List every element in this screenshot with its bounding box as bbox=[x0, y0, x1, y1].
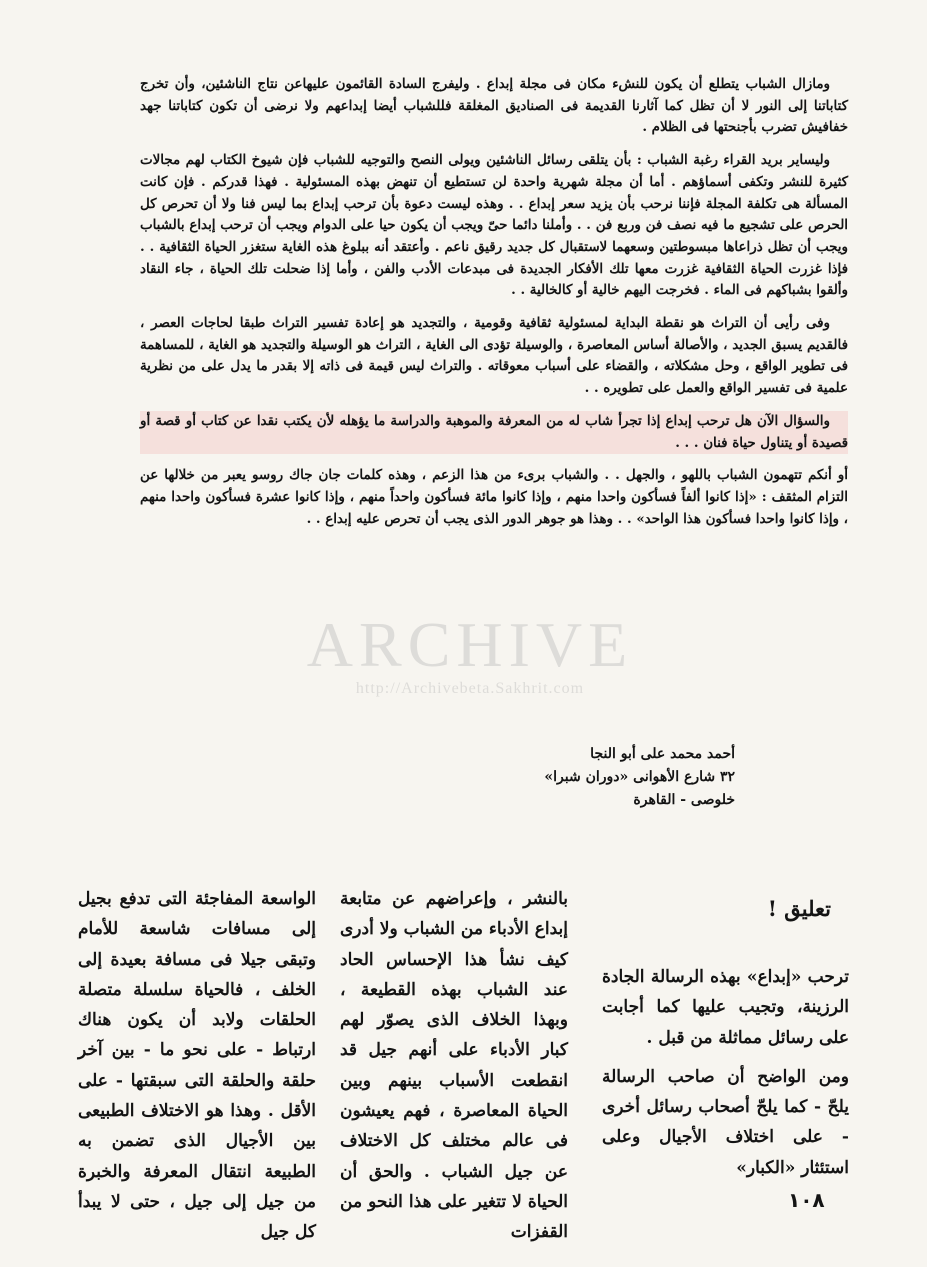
page-number: ١٠٨ bbox=[788, 1188, 825, 1212]
letter-paragraph: وفى رأيى أن التراث هو نقطة البداية لمسئولية ثقافية وقومية ، والتجديد هو إعادة تفسير التراث طبقا لحاجات العصر ، فالقديم يسبق الجديد ، والأصالة أساس المعاصرة ، والوسيلة تؤدى الى الغاية ، التراث هو الوسيلة والتجديد هو الغاية ، للمساهمة فى تطوير الواقع ، وحل مشكلاته ، والقضاء على أسباب معوقاته . والتراث ليس قيمة فى ذاته إلا بقدر ما يدل على من نظرية علمية فى تفسير الواقع والعمل على تطويره . . bbox=[140, 315, 848, 397]
comment-paragraph: ترحب «إبداع» بهذه الرسالة الجادة الرزينة، وتجيب عليها كما أجابت على رسائل مماثلة من قبل . bbox=[602, 967, 849, 1048]
reader-letter bbox=[140, 74, 848, 541]
comment-title: تعليق ! bbox=[767, 896, 831, 921]
comment-column-right bbox=[602, 888, 849, 1183]
watermark-text: ARCHIVE bbox=[306, 609, 634, 680]
letter-paragraph: وليساير بريد القراء رغبة الشباب : بأن يتلقى رسائل الناشئين ويولى النصح والتوجيه للشباب فإن شيوخ الكتاب لهم مجالات كثيرة للنشر وتكفى أسماؤهم . أما أن مجلة شهرية واحدة لن تستطيع أن تنهض بهذه المسئولية . فهذا قدركم . فإن كانت المسألة هى تكلفة المجلة فإننا نرحب بأن يزيد سعر إبداع . . وهذه ليست دعوة بأن ترحب إبداع بما ليس فنا ولا أن تحرص كل الحرص على تشجيع ما فيه نصف فن وربع فن . . وأملنا دائما حىّ ويجب أن يكون حيا على الدوام ويجب أن ترحب إبداع بالشباب ويجب أن تظل ذراعاها مبسوطتين وسعهما لاستقبال كل جديد رقيق ناعم . وأعتقد أنه ببلوغ هذه الغاية ستغزر الحياة الثقافية . . فإذا غزرت الحياة الثقافية غزرت معها تلك الأفكار الجديدة فى مبدعات الأدب والفن ، وأما إذا ضحلت تلك الحياة ، جاء النقاد وألقوا بشباكهم فى الماء . فخرجت اليهم خالية أو كالخالية . . bbox=[140, 152, 848, 299]
letter-signature bbox=[510, 743, 735, 812]
author-name: أحمد محمد على أبو النجا bbox=[590, 746, 735, 762]
letter-paragraph-highlighted: والسؤال الآن هل ترحب إبداع إذا تجرأ شاب له من المعرفة والموهبة والدراسة ما يؤهله لأن يكتب نقدا عن كتاب أو قصة أو قصيدة أو يتناول حياة فنان . . . bbox=[140, 411, 848, 454]
comment-column-middle bbox=[340, 884, 568, 1248]
comment-paragraph: ومن الواضح أن صاحب الرسالة يلحّ - كما يلحّ أصحاب رسائل أخرى - على اختلاف الأجيال وعلى استئثار «الكبار» bbox=[602, 1066, 849, 1178]
author-address: ٣٢ شارع الأهوانى «دوران شبرا» bbox=[544, 769, 735, 785]
letter-paragraph: أو أنكم تتهمون الشباب باللهو ، والجهل . . والشباب برىء من هذا الزعم ، وهذه كلمات جان جاك روسو يعبر من خلالها عن التزام المثقف : «إذا كانوا ألفاً فسأكون واحدا منهم ، وإذا كانوا مائة فسأكون واحداً منهم ، وإذا كانوا عشرة فسأكون واحدا منهم ، وإذا كانوا واحدا فسأكون هذا الواحد» . . وهذا هو جوهر الدور الذى يجب أن تحرص عليه إبداع . . bbox=[140, 467, 848, 527]
author-city: خلوصى - القاهرة bbox=[633, 792, 735, 808]
comment-text: بالنشر ، وإعراضهم عن متابعة إبداع الأدباء من الشباب ولا أدرى كيف نشأ هذا الإحساس الحاد عند الشباب بهذه القطيعة ، وبهذا الخلاف الذى يصوّر لهم كبار الأدباء على أنهم جيل قد انقطعت الأسباب بينهم وبين الحياة المعاصرة ، فهم يعيشون فى عالم مختلف كل الاختلاف عن جيل الشباب . والحق أن الحياة لا تتغير على هذا النحو من القفزات bbox=[340, 889, 568, 1243]
letter-paragraph: ومازال الشباب يتطلع أن يكون للنشء مكان فى مجلة إبداع . وليفرج السادة القائمون عليهاعن نتاج الناشئين، وأن تخرج كتاباتنا إلى النور لا أن تظل كما آثارنا القديمة فى الصناديق المغلقة فللشباب أيضا إبداعهم ولا نرضى أن تكون كتاباتنا جهد خفافيش تضرب بأجنحتها فى الظلام . bbox=[140, 76, 848, 136]
watermark-url: http://Archivebeta.Sakhrit.com bbox=[355, 680, 585, 697]
comment-text: الواسعة المفاجئة التى تدفع بجيل إلى مسافات شاسعة للأمام وتبقى جيلا فى مسافة بعيدة إلى الخلف ، فالحياة سلسلة متصلة الحلقات ولابد أن يكون هناك ارتباط - على نحو ما - بين آخر حلقة والحلقة التى سبقتها - على الأقل . وهذا هو الاختلاف الطبيعى بين الأجيال الذى تضمن به الطبيعة انتقال المعرفة والخبرة من جيل إلى جيل ، حتى لا يبدأ كل جيل bbox=[78, 889, 316, 1243]
archive-watermark bbox=[300, 610, 640, 698]
comment-column-left bbox=[78, 884, 316, 1248]
